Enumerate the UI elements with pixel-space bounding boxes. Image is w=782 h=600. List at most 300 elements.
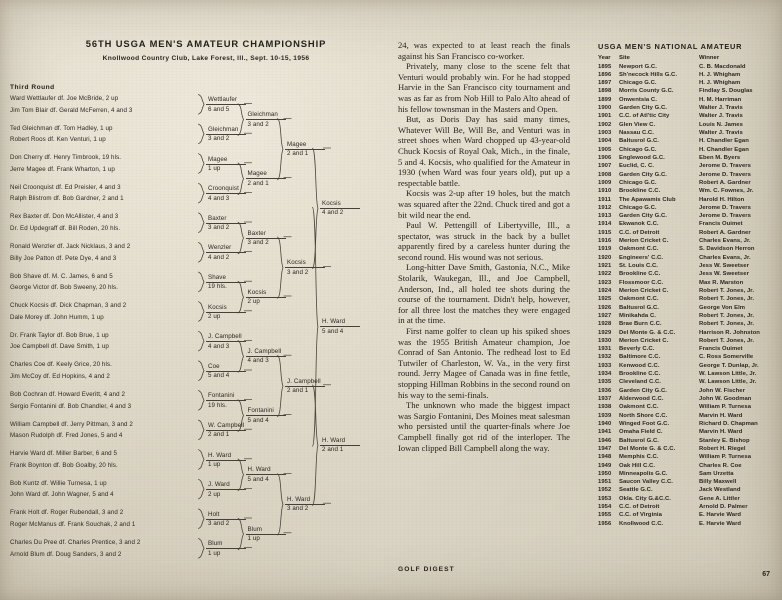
round-four-winner (206, 422, 246, 440)
table-row (598, 470, 760, 478)
cell-site: Seattle G.C. (619, 487, 653, 494)
cell-year: 1904 (598, 138, 612, 145)
bracket-brace (199, 95, 205, 115)
column-header-year: Year (598, 55, 611, 61)
cell-site: Flossmoor C.C. (619, 279, 664, 286)
winner-name: Holt (206, 511, 246, 520)
champions-table (598, 55, 760, 528)
round-six-winner (285, 141, 325, 159)
cell-winner: Louis N. James (699, 121, 743, 128)
cell-year: 1941 (598, 429, 612, 436)
champions-title: USGA MEN'S NATIONAL AMATEUR (598, 42, 743, 51)
round-three-match: Dr. Frank Taylor df. Bob Brue, 1 up (10, 331, 109, 339)
table-row (598, 237, 760, 245)
cell-winner: Jerome D. Travers (699, 204, 751, 211)
bracket-brace (199, 124, 205, 144)
round-five-winner (246, 407, 286, 425)
cell-site: Glen View C. (619, 121, 656, 128)
table-row (598, 370, 760, 378)
cell-site: Garden City G.C. (619, 171, 667, 178)
round-three-match: Ronald Wenzler df. Jack Nicklaus, 3 and 2 (10, 243, 131, 250)
table-row (598, 353, 760, 361)
cell-site: Englewood G.C. (619, 154, 665, 161)
round-three-match: Dale Morey df. John Humm, 1 up (10, 313, 104, 321)
table-row (598, 87, 760, 95)
cell-year: 1948 (598, 454, 612, 461)
cell-year: 1903 (598, 130, 612, 136)
cell-winner: William P. Turnesa (699, 454, 752, 461)
winner-score: 6 and 5 (208, 105, 230, 113)
table-row (598, 270, 760, 278)
cell-year: 1946 (598, 437, 612, 444)
cell-year: 1913 (598, 213, 612, 220)
table-row (598, 71, 760, 79)
winner-score: 4 and 3 (247, 357, 269, 365)
winner-score: 1 up (208, 165, 221, 172)
cell-year: 1911 (598, 196, 611, 203)
cell-year: 1953 (598, 495, 612, 502)
round-label: Third Round (10, 84, 55, 91)
cell-year: 1937 (598, 396, 612, 402)
article-paragraph: First name golfer to clean up his spiked shoes was the 1955 British Amateur champion, Joe Conrad of San Antonio. The redhead lost to Ed Tutwiler of Charleston, W. Va., in the very first round. Jerry Magee of Canada was in fine fettle, stopping Hillman Robbins in the second round on his way to the semi-finals. (398, 326, 570, 400)
table-row (598, 503, 760, 511)
table-row (598, 486, 760, 494)
article-paragraph: Paul W. Pettengill of Libertyville, Ill., a spectator, was struck in the back by a bullet apparently fired by a careless hunter during the second round. His wound was not serious. (398, 220, 570, 262)
cell-winner: Marvin H. Ward (699, 412, 743, 419)
champions-list (598, 42, 774, 528)
winner-score: 2 and 1 (247, 179, 269, 187)
bracket-brace (199, 331, 205, 351)
cell-winner: Wm. C. Fownes, Jr. (699, 188, 754, 195)
cell-site: Del Monte G. & C.C. (619, 445, 676, 452)
cell-site: Euclid, C. C. (619, 163, 655, 170)
winner-score: 4 and 3 (208, 342, 230, 350)
article-paragraph: Privately, many close to the scene felt that Venturi would probably win. For he had stopped Harvie in the San Francisco city tournament and was as far as from Nob Hill to Palo Alto ahead of his fellow townsman in the Masters and Open. (398, 61, 570, 114)
winner-name: Kocsis (320, 200, 360, 209)
round-three-match: Joe Campbell df. Dave Smith, 1 up (10, 343, 109, 351)
cell-site: Beverly C.C. (619, 346, 655, 353)
cell-winner: W. Lawson Little, Jr. (699, 371, 757, 378)
cell-site: Merion Cricket C. (619, 238, 669, 245)
cell-year: 1951 (598, 479, 612, 486)
winner-score: 3 and 2 (208, 520, 230, 528)
table-row (598, 495, 760, 503)
table-row (598, 337, 760, 345)
cell-site: Garden City G.C. (619, 105, 667, 112)
page-title: 56TH USGA MEN'S AMATEUR CHAMPIONSHIP (85, 38, 327, 49)
cell-winner: C. B. Macdonald (699, 63, 746, 70)
cell-winner: Charles Evans, Jr. (699, 238, 751, 245)
article-paragraph: 24, was expected to at least reach the finals against his San Francisco co-worker. (398, 40, 570, 61)
cell-winner: Jerome D. Travers (699, 171, 751, 178)
article-text-column (398, 40, 570, 560)
table-row (598, 520, 760, 528)
cell-winner: Stanley E. Bishop (699, 437, 750, 444)
table-row (598, 428, 760, 436)
cell-winner: H. Chandler Egan (699, 146, 749, 153)
table-row (598, 212, 760, 220)
winner-score: 2 and 1 (287, 150, 309, 158)
cell-site: Morris County G.C. (619, 88, 674, 95)
table-row (598, 279, 760, 287)
winner-score: 2 up (208, 490, 221, 498)
winner-name: Blum (206, 540, 246, 549)
bracket-brace (199, 361, 205, 381)
winner-name: H. Ward (320, 318, 360, 327)
round-six-winner (285, 259, 325, 277)
table-row (598, 387, 760, 395)
table-row (598, 453, 760, 461)
cell-site: Brookline C.C. (619, 271, 661, 278)
table-row (598, 229, 760, 237)
cell-site: Minikahda C. (619, 312, 656, 319)
cell-winner: H. Chandler Egan (699, 138, 749, 145)
table-row (598, 445, 760, 453)
winner-score: 19 hls. (208, 401, 227, 409)
round-three-match: Jim Tom Blair df. Gerald McFerren, 4 and 3 (10, 106, 133, 114)
table-row (598, 112, 760, 120)
bracket-brace (199, 509, 205, 529)
cell-year: 1954 (598, 504, 612, 511)
round-four-winner (206, 392, 246, 410)
article-paragraph: Long-hitter Dave Smith, Gastonia, N.C., Mike Stolarik, Waukegan, Ill., and Joe Campbell, Anderson, Ind., all holed tee shots during the course of the tournament. Didn't help, however, for all three lost the matches they were engaged in at the time. (398, 262, 570, 326)
round-four-winner (206, 540, 246, 558)
table-row (598, 63, 760, 71)
cell-year: 1899 (598, 96, 612, 103)
cell-year: 1939 (598, 412, 612, 419)
table-row (598, 462, 760, 470)
round-three-match: John Ward df. John Wagner, 5 and 4 (10, 491, 114, 499)
cell-site: Oakmont C.C. (619, 296, 659, 303)
table-row (598, 204, 760, 212)
winner-name: Blum (246, 526, 286, 535)
cell-site: C.C. of Virginia (619, 512, 662, 519)
cell-year: 1898 (598, 88, 612, 95)
winner-name: Gleichman (206, 126, 246, 135)
table-row (598, 154, 760, 162)
round-four-winner (206, 126, 246, 144)
cell-winner: Walter J. Travis (699, 130, 743, 136)
table-row (598, 320, 760, 328)
cell-winner: Walter J. Travis (699, 105, 743, 112)
bracket-brace (199, 213, 205, 233)
table-row (598, 79, 760, 87)
round-three-match: Ted Gleichman df. Tom Hadley, 1 up (10, 124, 113, 132)
round-three-match: Sergio Fontanini df. Bob Chandler, 4 and 3 (10, 402, 132, 410)
bracket-brace (313, 207, 319, 446)
winner-name: Fontanini (206, 392, 246, 401)
round-three-match: Chuck Kocsis df. Dick Chapman, 3 and 2 (10, 302, 127, 310)
round-three-match: Jerre Magee df. Frank Wharton, 1 up (10, 165, 115, 173)
cell-year: 1949 (598, 462, 612, 469)
cell-site: Merion Cricket C. (619, 337, 669, 344)
winner-score: 1 up (208, 461, 221, 468)
cell-winner: John W. Fischer (699, 387, 745, 394)
cell-site: Newport G.C. (619, 63, 657, 70)
cell-site: Knollwood C.C. (619, 520, 664, 527)
winner-score: 2 and 1 (208, 431, 230, 439)
table-row (598, 287, 760, 295)
table-row (598, 262, 760, 270)
cell-year: 1940 (598, 420, 612, 427)
winner-score: 2 up (208, 313, 221, 320)
round-three-match: George Victor df. Bob Sweeny, 20 hls. (10, 284, 119, 292)
table-row (598, 121, 760, 129)
winner-name: J. Campbell (246, 348, 286, 357)
cell-year: 1947 (598, 445, 612, 452)
cell-winner: George Von Elm (699, 304, 746, 311)
cell-winner: W. Lawson Little, Jr. (699, 379, 757, 386)
cell-site: Winged Foot G.C. (619, 420, 670, 427)
cell-year: 1933 (598, 362, 612, 369)
article-credit: GOLF DIGEST (398, 566, 455, 573)
cell-year: 1900 (598, 105, 612, 112)
cell-winner: Richard D. Chapman (699, 420, 758, 427)
cell-year: 1897 (598, 80, 612, 87)
cell-winner: Findlay S. Douglas (699, 88, 753, 95)
cell-year: 1912 (598, 204, 612, 211)
bracket-brace (199, 479, 205, 499)
table-row (598, 220, 760, 228)
round-three-match: Don Cherry df. Henry Timbrook, 19 hls. (10, 154, 122, 162)
cell-site: Minneapolis G.C. (619, 470, 668, 477)
cell-year: 1934 (598, 371, 612, 378)
cell-winner: Robert T. Jones, Jr. (699, 321, 755, 328)
cell-site: Saucon Valley C.C. (619, 479, 673, 486)
cell-site: St. Louis C.C. (619, 263, 658, 269)
cell-winner: Robert A. Gardner (699, 179, 751, 186)
cell-year: 1929 (598, 329, 612, 336)
winner-score: 4 and 2 (322, 209, 344, 217)
cell-site: Alderwood C.C. (619, 396, 664, 402)
winner-score: 3 and 2 (247, 239, 269, 246)
winner-score: 2 and 1 (287, 387, 309, 394)
bracket-brace (199, 243, 205, 263)
cell-site: Oakmont C.C. (619, 246, 659, 253)
cell-winner: H. J. Whigham (699, 80, 741, 87)
winner-score: 3 and 2 (208, 135, 230, 143)
cell-winner: John W. Goodman (699, 396, 752, 402)
table-row (598, 196, 760, 204)
table-row (598, 295, 760, 303)
cell-winner: Sam Urzetta (699, 470, 734, 477)
table-row (598, 362, 760, 370)
round-three-match: Jim McCoy df. Ed Hopkins, 4 and 2 (10, 373, 110, 380)
cell-site: Baltusrol G.C. (619, 138, 659, 145)
cell-site: North Shore C.C. (619, 412, 668, 419)
round-four-winner (206, 452, 246, 470)
winner-name: J. Campbell (206, 333, 246, 342)
cell-winner: Eben M. Byers (699, 154, 741, 161)
cell-site: Ekwanok C.C. (619, 221, 659, 228)
cell-site: Garden City G.C. (619, 387, 667, 394)
table-row (598, 345, 760, 353)
cell-winner: H. M. Harriman (699, 96, 742, 103)
table-row (598, 187, 760, 195)
round-three-match: Charles Du Pree df. Charles Prentice, 3 and 2 (10, 539, 141, 546)
table-row (598, 511, 760, 519)
cell-winner: William P. Turnesa (699, 404, 752, 411)
cell-year: 1915 (598, 229, 612, 236)
table-row (598, 403, 760, 411)
winner-name: J. Ward (206, 481, 246, 490)
winner-score: 5 and 4 (247, 416, 269, 424)
cell-year: 1935 (598, 379, 612, 386)
round-four-winner (206, 363, 246, 381)
cell-site: Cleveland C.C. (619, 379, 661, 386)
cell-site: Kenwood C.C. (619, 362, 660, 369)
round-four-winner (206, 215, 246, 233)
winner-score: 1 up (208, 549, 221, 557)
cell-winner: Jerome D. Travers (699, 213, 751, 220)
cell-site: Del Monte G. & C.C. (619, 329, 676, 336)
winner-name: Shave (206, 274, 246, 283)
cell-site: Memphis C.C. (619, 454, 659, 461)
cell-site: Omaha Field C. (619, 429, 663, 436)
cell-site: Chicago G.C. (619, 204, 657, 211)
round-three-match: Neil Croonquist df. Ed Preisler, 4 and 3 (10, 183, 121, 191)
cell-site: Chicago G.C. (619, 179, 657, 186)
cell-site: Garden City G.C. (619, 213, 667, 220)
round-four-winner (206, 244, 246, 262)
cell-site: C.C. of Detroit (619, 504, 660, 511)
champion-winner (320, 318, 360, 336)
cell-year: 1936 (598, 387, 612, 394)
table-row (598, 254, 760, 262)
table-row (598, 378, 760, 386)
winner-name: Baxter (206, 215, 246, 224)
cell-site: Sh'necock Hills G.C. (619, 71, 678, 78)
winner-name: H. Ward (320, 437, 360, 446)
cell-site: C.C. of Detroit (619, 229, 660, 236)
round-three-match: Dr. Ed Updegraff df. Bill Roden, 20 hls. (10, 225, 121, 232)
winner-name: W. Campbell (208, 421, 245, 429)
round-three-match: Rex Baxter df. Don McAllister, 4 and 3 (10, 213, 119, 221)
cell-year: 1930 (598, 337, 612, 344)
winner-score: 5 and 4 (247, 475, 269, 483)
cell-winner: Jess W. Sweetser (699, 271, 749, 278)
cell-site: Chicago G.C. (619, 80, 657, 87)
cell-year: 1902 (598, 121, 612, 128)
cell-winner: Marvin H. Ward (699, 429, 743, 436)
cell-site: Brae Burn C.C. (619, 321, 662, 328)
page-subtitle: Knollwood Country Club, Lake Forest, Ill., Sept. 10-15, 1956 (102, 55, 310, 62)
article-paragraph: But, as Doris Day has said many times, Whatever Will Be, Will Be, and Venturi was in street shoes when Ward chopped up 43-year-old Chuck Kocsis of Royal Oak, Mich., in the finale, 5 and 4. Kocsis, who qualified for the Amateur in 1930 (when Ward was four years old), put up a respectable battle. (398, 114, 570, 188)
champions-table-header (598, 55, 760, 63)
round-four-winner (206, 511, 246, 529)
cell-year: 1927 (598, 312, 612, 319)
tournament-bracket (0, 0, 386, 600)
cell-site: C.C. of Atl'tic City (619, 113, 670, 120)
cell-winner: H. J. Whigham (699, 71, 741, 78)
winner-score: 3 and 2 (208, 224, 230, 232)
round-three-match: William Campbell df. Jerry Pittman, 3 and 2 (10, 420, 133, 428)
round-five-winner (246, 466, 286, 484)
cell-winner: Robert T. Jones, Jr. (699, 312, 755, 319)
cell-year: 1920 (598, 254, 612, 261)
cell-year: 1925 (598, 296, 612, 303)
cell-year: 1907 (598, 163, 612, 170)
round-three-match: Bob Cochran df. Howard Everitt, 4 and 2 (10, 391, 125, 398)
bracket-brace (199, 391, 205, 411)
cell-site: Baltimore C.C. (619, 354, 661, 361)
round-four-winner (206, 96, 246, 114)
round-three-match: Arnold Blum df. Doug Sanders, 3 and 2 (10, 550, 122, 558)
cell-winner: Arnold D. Palmer (699, 504, 748, 511)
cell-winner: Robert H. Riegel (699, 445, 746, 452)
cell-winner: Robert T. Jones, Jr. (699, 296, 755, 303)
cell-year: 1924 (598, 287, 612, 294)
cell-year: 1952 (598, 487, 612, 494)
cell-site: Nassau C.C. (619, 130, 654, 136)
table-row (598, 420, 760, 428)
cell-winner: E. Harvie Ward (699, 512, 742, 519)
cell-winner: Gene A. Littler (699, 495, 740, 502)
cell-year: 1908 (598, 171, 612, 178)
cell-winner: Jerome D. Travers (699, 163, 751, 170)
bracket-brace (199, 154, 205, 174)
winner-name: Baxter (246, 230, 286, 239)
cell-year: 1916 (598, 238, 612, 245)
cell-winner: Harold H. Hilton (699, 196, 745, 203)
round-three-match: Ward Wettlaufer df. Joe McBride, 2 up (10, 95, 119, 102)
table-row (598, 304, 760, 312)
winner-score: 2 and 1 (322, 446, 344, 454)
cell-winner: Robert T. Jones, Jr. (699, 287, 755, 294)
table-row (598, 171, 760, 179)
cell-year: 1914 (598, 221, 612, 228)
cell-year: 1923 (598, 279, 612, 286)
cell-year: 1926 (598, 304, 612, 311)
winner-name: H. Ward (285, 496, 325, 505)
winner-score: 1 up (247, 535, 260, 542)
table-row (598, 412, 760, 420)
round-three-match: Roger McManus df. Frank Souchak, 2 and 1 (10, 521, 136, 528)
table-row (598, 179, 760, 187)
cell-year: 1950 (598, 470, 612, 477)
cell-site: Onwentsia C. (619, 96, 657, 103)
round-five-winner (246, 170, 286, 188)
cell-winner: Francis Ouimet (699, 221, 743, 228)
table-row (598, 129, 760, 137)
article-paragraph: Kocsis was 2-up after 19 holes, but the match was squared after the 22nd. Chuck tired and got a bit wild near the end. (398, 188, 570, 220)
bracket-brace (199, 302, 205, 322)
table-row (598, 478, 760, 486)
round-three-match: Bob Shave df. M. C. James, 6 and 5 (10, 272, 113, 280)
cell-site: Chicago G.C. (619, 146, 657, 153)
round-three-match: Billy Joe Patton df. Pete Dye, 4 and 3 (10, 254, 117, 262)
round-five-winner (246, 111, 286, 129)
cell-winner: Walter J. Travis (699, 113, 743, 120)
winner-score: 19 hls. (208, 283, 227, 291)
table-row (598, 96, 760, 104)
cell-winner: S. Davidson Herron (699, 246, 755, 253)
cell-year: 1928 (598, 321, 612, 328)
cell-winner: George T. Dunlap, Jr. (699, 362, 759, 369)
cell-site: Baltusrol G.C. (619, 304, 659, 311)
cell-site: Merion Cricket C. (619, 287, 669, 294)
winner-name: Croonquist (206, 185, 246, 194)
round-three-match: Frank Holt df. Roger Rubendall, 3 and 2 (10, 509, 124, 517)
bracket-brace (199, 420, 205, 440)
winner-name: Magee (285, 141, 325, 150)
semifinal-winner (320, 437, 360, 455)
round-five-winner (246, 289, 286, 307)
round-three-match: Robert Roos df. Ken Venturi, 1 up (10, 136, 106, 144)
cell-year: 1955 (598, 512, 612, 519)
cell-site: Brookline C.C. (619, 188, 661, 195)
cell-year: 1896 (598, 71, 612, 78)
